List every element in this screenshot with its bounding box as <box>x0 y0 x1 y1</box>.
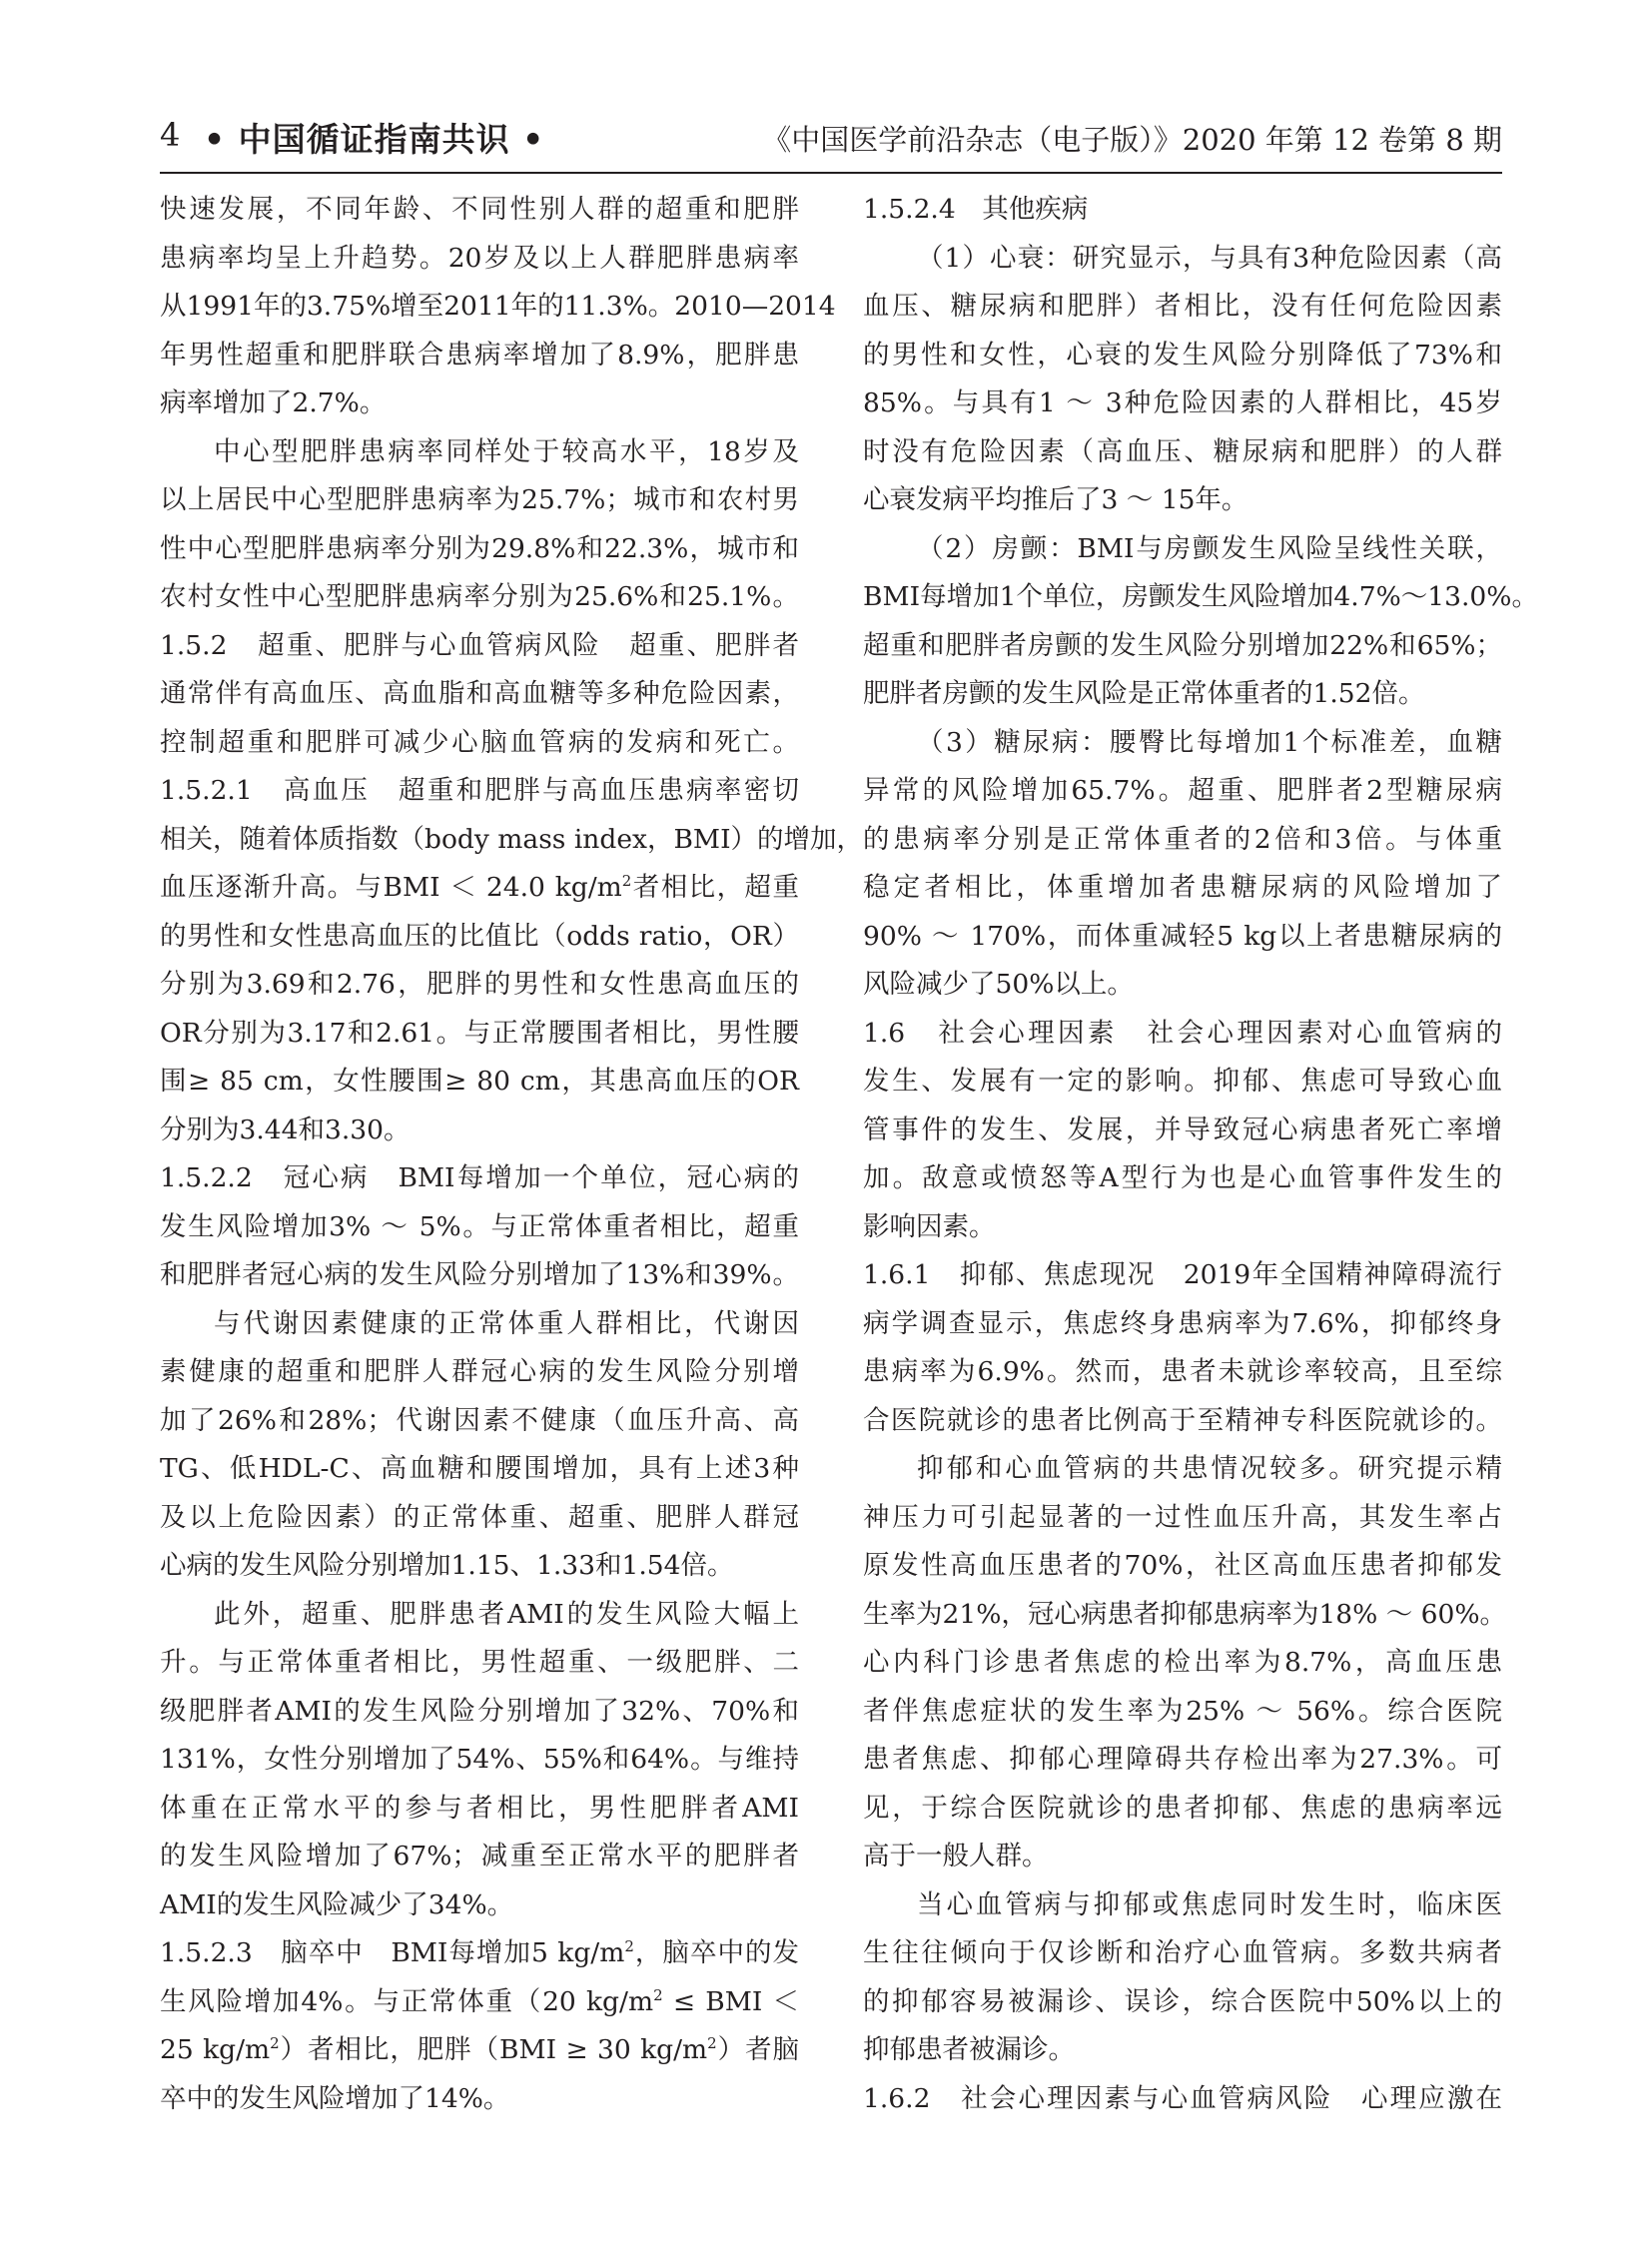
text-line: 患病率均呈上升趋势。20岁及以上人群肥胖患病率 <box>160 242 799 274</box>
text-line: 患者焦虑、抑郁心理障碍共存检出率为27.3%。可 <box>863 1744 1502 1775</box>
text-run: 生风险增加4%。与正常体重（20 kg/m <box>160 1985 654 2017</box>
text-line: 风险减少了50%以上。 <box>863 969 1134 1000</box>
text-line: 者伴焦虑症状的发生率为25% ～ 56%。综合医院 <box>863 1695 1502 1727</box>
text-run: ≤ BMI ＜ <box>662 1985 799 2017</box>
text-line: （1）心衰：研究显示，与具有3种危险因素（高 <box>917 242 1502 274</box>
text-line <box>160 864 799 913</box>
text-line: 肥胖者房颤的发生风险是正常体重者的1.52倍。 <box>863 678 1425 709</box>
text-line: 的抑郁容易被漏诊、误诊，综合医院中50%以上的 <box>863 1985 1502 2017</box>
text-line: 发生风险增加3% ～ 5%。与正常体重者相比，超重 <box>160 1210 799 1242</box>
text-line: 心病的发生风险分别增加1.15、1.33和1.54倍。 <box>160 1550 734 1581</box>
text-line: 此外，超重、肥胖患者AMI的发生风险大幅上 <box>214 1598 799 1630</box>
text-line: 发生、发展有一定的影响。抑郁、焦虑可导致心血 <box>863 1066 1502 1097</box>
text-run: 血压逐渐升高。与BMI ＜ 24.0 kg/m <box>160 872 622 903</box>
text-line: 1.5.2.2 冠心病 BMI每增加一个单位，冠心病的 <box>160 1162 799 1193</box>
text-line: 影响因素。 <box>863 1210 996 1242</box>
text-line: 合医院就诊的患者比例高于至精神专科医院就诊的。 <box>863 1404 1502 1436</box>
text-line: 管事件的发生、发展，并导致冠心病患者死亡率增 <box>863 1114 1502 1145</box>
text-line: AMI的发生风险减少了34%。 <box>160 1888 514 1920</box>
text-line: 心衰发病平均推后了3 ～ 15年。 <box>863 484 1248 515</box>
text-line: 1.5.2 超重、肥胖与心血管病风险 超重、肥胖者 <box>160 629 799 661</box>
text-line: 高于一般人群。 <box>863 1841 1049 1871</box>
text-line: 通常伴有高血压、高血脂和高血糖等多种危险因素， <box>160 678 799 709</box>
header-rule <box>160 172 1502 174</box>
text-line: 相关，随着体质指数（body mass index，BMI）的增加， <box>160 823 864 855</box>
text-line: 神压力可引起显著的一过性血压升高，其发生率占 <box>863 1501 1502 1533</box>
text-line: 病率增加了2.7%。 <box>160 387 387 418</box>
left-column <box>160 186 864 2123</box>
text-line: 85%。与具有1 ～ 3种危险因素的人群相比，45岁 <box>863 387 1502 418</box>
text-line: 控制超重和肥胖可减少心脑血管病的发病和死亡。 <box>160 726 799 758</box>
text-line: 异常的风险增加65.7%。超重、肥胖者2型糖尿病 <box>863 775 1502 806</box>
text-line: 围≥ 85 cm，女性腰围≥ 80 cm，其患高血压的OR <box>160 1066 799 1097</box>
text-line <box>160 1929 799 1978</box>
text-line: 加了26%和28%；代谢因素不健康（血压升高、高 <box>160 1404 799 1436</box>
superscript: 2 <box>707 2034 717 2052</box>
text-line: 分别为3.44和3.30。 <box>160 1114 411 1145</box>
text-line: 农村女性中心型肥胖患病率分别为25.6%和25.1%。 <box>160 581 799 612</box>
text-line: 和肥胖者冠心病的发生风险分别增加了13%和39%。 <box>160 1259 799 1290</box>
text-run: 25 kg/m <box>160 2034 271 2065</box>
text-run: ）者脑 <box>716 2034 799 2065</box>
text-line: 生率为21%，冠心病患者抑郁患病率为18% ～ 60%。 <box>863 1598 1507 1630</box>
text-line: 卒中的发生风险增加了14%。 <box>160 2082 510 2114</box>
text-line: 见，于综合医院就诊的患者抑郁、焦虑的患病率远 <box>863 1792 1502 1824</box>
text-line: TG、低HDL-C、高血糖和腰围增加，具有上述3种 <box>160 1453 799 1484</box>
text-line: 1.5.2.1 高血压 超重和肥胖与高血压患病率密切 <box>160 775 799 806</box>
text-line: 快速发展，不同年龄、不同性别人群的超重和肥胖 <box>160 194 799 225</box>
text-line: 90% ～ 170%，而体重减轻5 kg以上者患糖尿病的 <box>863 920 1502 952</box>
text-line: 抑郁患者被漏诊。 <box>863 2034 1075 2065</box>
text-line: 的发生风险增加了67%；减重至正常水平的肥胖者 <box>160 1841 799 1871</box>
text-line: （2）房颤：BMI与房颤发生风险呈线性关联， <box>917 532 1502 564</box>
page-number: 4 <box>160 116 181 154</box>
text-line: 生往往倾向于仅诊断和治疗心血管病。多数共病者 <box>863 1937 1502 1968</box>
text-line: 1.6.1 抑郁、焦虑现况 2019年全国精神障碍流行 <box>863 1259 1502 1290</box>
text-line: 时没有危险因素（高血压、糖尿病和肥胖）的人群 <box>863 435 1502 467</box>
text-line: 超重和肥胖者房颤的发生风险分别增加22%和65%； <box>863 629 1502 661</box>
text-line: 加。敌意或愤怒等A型行为也是心血管事件发生的 <box>863 1162 1502 1193</box>
text-line: 升。与正常体重者相比，男性超重、一级肥胖、二 <box>160 1647 799 1678</box>
text-line: 血压、糖尿病和肥胖）者相比，没有任何危险因素 <box>863 291 1502 322</box>
journal-issue-info: 《中国医学前沿杂志（电子版）》2020 年第 12 卷第 8 期 <box>762 123 1502 157</box>
journal-section-title: • 中国循证指南共识 • <box>204 120 545 159</box>
text-line: 年男性超重和肥胖联合患病率增加了8.9%，肥胖患 <box>160 339 799 371</box>
text-line: OR分别为3.17和2.61。与正常腰围者相比，男性腰 <box>160 1017 799 1049</box>
text-line: 原发性高血压患者的70%，社区高血压患者抑郁发 <box>863 1550 1502 1581</box>
text-line: 及以上危险因素）的正常体重、超重、肥胖人群冠 <box>160 1501 799 1533</box>
text-run: 者相比，超重 <box>631 872 799 903</box>
text-line: 体重在正常水平的参与者相比，男性肥胖者AMI <box>160 1792 799 1824</box>
superscript: 2 <box>624 1937 634 1955</box>
text-line: 1.5.2.4 其他疾病 <box>863 194 1089 225</box>
text-run: ）者相比，肥胖（BMI ≥ 30 kg/m <box>279 2034 708 2065</box>
text-line: 抑郁和心血管病的共患情况较多。研究提示精 <box>917 1453 1502 1484</box>
text-line: 1.6 社会心理因素 社会心理因素对心血管病的 <box>863 1017 1502 1049</box>
superscript: 2 <box>270 2034 280 2052</box>
text-run: ，脑卒中的发 <box>633 1937 799 1968</box>
text-line <box>160 1978 799 2027</box>
text-line: 分别为3.69和2.76，肥胖的男性和女性患高血压的 <box>160 969 799 1000</box>
superscript: 2 <box>621 872 632 890</box>
text-line: 1.6.2 社会心理因素与心血管病风险 心理应激在 <box>863 2082 1502 2114</box>
text-line: 与代谢因素健康的正常体重人群相比，代谢因 <box>214 1307 799 1339</box>
text-line: 当心血管病与抑郁或焦虑同时发生时，临床医 <box>917 1888 1502 1920</box>
text-line: 患病率为6.9%。然而，患者未就诊率较高，且至综 <box>863 1356 1502 1387</box>
text-line: 的男性和女性，心衰的发生风险分别降低了73%和 <box>863 339 1502 371</box>
text-line: 中心型肥胖患病率同样处于较高水平，18岁及 <box>214 435 799 467</box>
text-line: 级肥胖者AMI的发生风险分别增加了32%、70%和 <box>160 1695 799 1727</box>
text-line: 心内科门诊患者焦虑的检出率为8.7%，高血压患 <box>863 1647 1502 1678</box>
text-line: 稳定者相比，体重增加者患糖尿病的风险增加了 <box>863 872 1502 903</box>
page-header <box>160 112 1502 164</box>
superscript: 2 <box>653 1985 663 2004</box>
text-run: 1.5.2.3 脑卒中 BMI每增加5 kg/m <box>160 1937 625 1968</box>
text-line: BMI每增加1个单位，房颤发生风险增加4.7%～13.0%。 <box>863 581 1538 612</box>
text-line: 从1991年的3.75%增至2011年的11.3%。2010—2014 <box>160 291 836 322</box>
text-line: 病学调查显示，焦虑终身患病率为7.6%，抑郁终身 <box>863 1307 1502 1339</box>
text-line: 131%，女性分别增加了54%、55%和64%。与维持 <box>160 1744 799 1775</box>
right-column <box>863 186 1538 2123</box>
text-line: （3）糖尿病：腰臀比每增加1个标准差，血糖 <box>917 726 1502 758</box>
text-line: 素健康的超重和肥胖人群冠心病的发生风险分别增 <box>160 1356 799 1387</box>
text-line: 的患病率分别是正常体重者的2倍和3倍。与体重 <box>863 823 1502 855</box>
text-line: 性中心型肥胖患病率分别为29.8%和22.3%，城市和 <box>160 532 799 564</box>
text-line: 以上居民中心型肥胖患病率为25.7%；城市和农村男 <box>160 484 799 515</box>
text-line <box>160 2026 799 2075</box>
text-line: 的男性和女性患高血压的比值比（odds ratio，OR） <box>160 920 799 952</box>
